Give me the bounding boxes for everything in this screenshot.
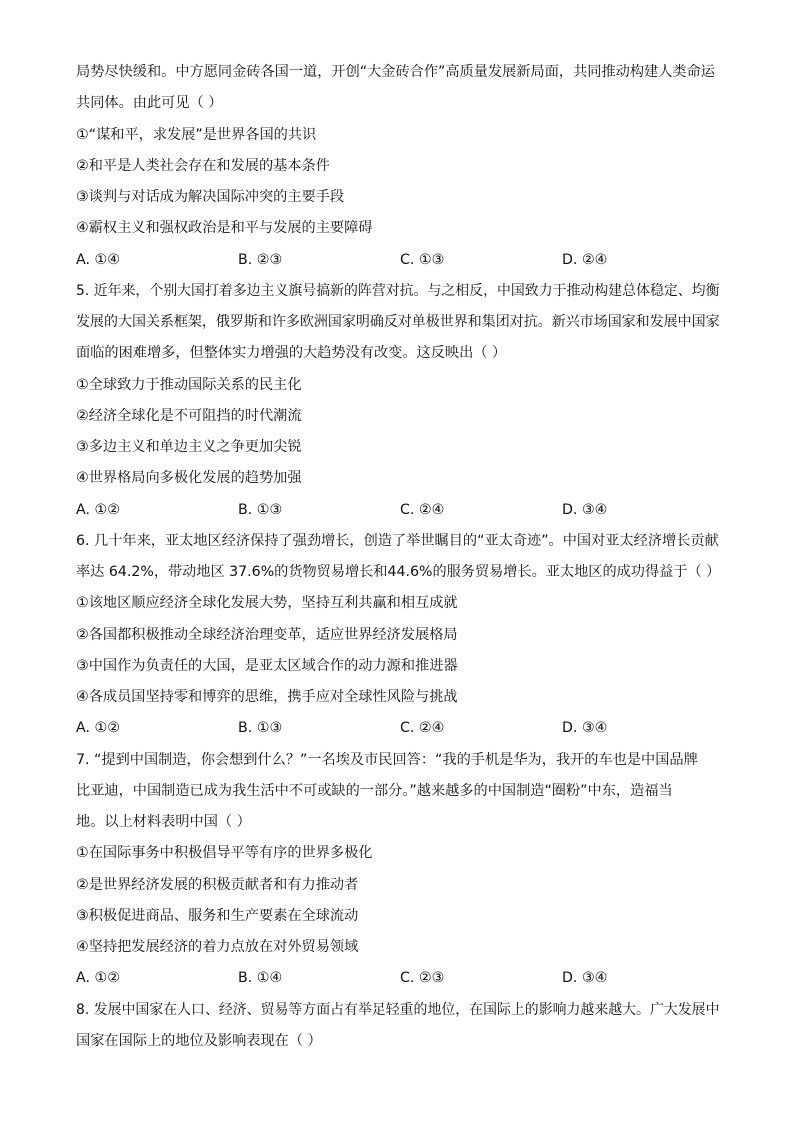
q4-option-c: C. ①③: [400, 252, 445, 268]
q4-stem-line-1: 局势尽快缓和。中方愿同金砖各国一道，开创“大金砖合作”高质量发展新局面，共同推动构建人类命运: [76, 64, 715, 80]
q5-option-c: C. ②④: [400, 502, 445, 518]
q4-options: [76, 251, 736, 269]
q4-option-a: A. ①④: [76, 252, 120, 268]
q7-option-b: B. ①④: [238, 970, 283, 986]
q7-stem-line-1: 7. “提到中国制造，你会想到什么？”一名埃及市民回答：“我的手机是华为，我开的车也是中国品牌: [76, 752, 698, 768]
q5-stem-line-1: 5. 近年来，个别大国打着多边主义旗号搞新的阵营对抗。与之相反，中国致力于推动构建总体稳定、均衡: [76, 283, 720, 299]
q4-option-b: B. ②③: [238, 252, 283, 268]
q6-stem-line-2: 率达 64.2%，带动地区 37.6%的货物贸易增长和44.6%的服务贸易增长。亚太地区的成功得益于（ ）: [76, 564, 721, 580]
q4-item-4: ④霸权主义和强权政治是和平与发展的主要障碍: [76, 220, 373, 236]
q6-item-4: ④各成员国坚持零和博弈的思维，携手应对全球性风险与挑战: [76, 689, 458, 705]
q6-option-c: C. ②④: [400, 720, 445, 736]
q5-item-4: ④世界格局向多极化发展的趋势加强: [76, 470, 302, 486]
q5-item-3: ③多边主义和单边主义之争更加尖锐: [76, 439, 302, 455]
q5-options: [76, 501, 736, 519]
q5-item-2: ②经济全球化是不可阻挡的时代潮流: [76, 408, 302, 424]
q7-item-3: ③积极促进商品、服务和生产要素在全球流动: [76, 908, 359, 924]
q7-option-c: C. ②③: [400, 970, 445, 986]
q7-stem-line-3: 地。以上材料表明中国（ ）: [76, 814, 251, 830]
q7-stem-line-2: 比亚迪，中国制造已成为我生活中不可或缺的一部分。”越来越多的中国制造“圈粉”中东，造福当: [76, 783, 673, 799]
q7-item-1: ①在国际事务中积极倡导平等有序的世界多极化: [76, 845, 373, 861]
q6-option-b: B. ①③: [238, 720, 283, 736]
q5-stem-line-3: 面临的困难增多，但整体实力增强的大趋势没有改变。这反映出（ ）: [76, 345, 507, 361]
q4-item-2: ②和平是人类社会存在和发展的基本条件: [76, 158, 330, 174]
q5-option-a: A. ①②: [76, 502, 120, 518]
q7-option-d: D. ③④: [562, 970, 608, 986]
q4-item-1: ①“谋和平，求发展”是世界各国的共识: [76, 127, 317, 143]
q7-option-a: A. ①②: [76, 970, 120, 986]
q5-option-b: B. ①③: [238, 502, 283, 518]
q5-option-d: D. ③④: [562, 502, 608, 518]
q7-item-4: ④坚持把发展经济的着力点放在对外贸易领域: [76, 939, 359, 955]
q4-stem-line-2: 共同体。由此可见（ ）: [76, 95, 223, 111]
q6-stem-line-1: 6. 几十年来，亚太地区经济保持了强劲增长，创造了举世瞩目的“亚太奇迹”。中国对亚太经济增长贡献: [76, 533, 719, 549]
q7-options: [76, 969, 736, 987]
q4-option-d: D. ②④: [562, 252, 608, 268]
q5-stem-line-2: 发展的大国关系框架，俄罗斯和许多欧洲国家明确反对单极世界和集团对抗。新兴市场国家和发展中国家: [76, 314, 720, 330]
q6-item-1: ①该地区顺应经济全球化发展大势，坚持互利共赢和相互成就: [76, 595, 458, 611]
q8-stem-line-2: 国家在国际上的地位及影响表现在（ ）: [76, 1033, 322, 1049]
q6-option-a: A. ①②: [76, 720, 120, 736]
q6-option-d: D. ③④: [562, 720, 608, 736]
q6-item-3: ③中国作为负责任的大国，是亚太区域合作的动力源和推进器: [76, 658, 458, 674]
q6-item-2: ②各国都积极推动全球经济治理变革，适应世界经济发展格局: [76, 627, 458, 643]
q5-item-1: ①全球致力于推动国际关系的民主化: [76, 377, 302, 393]
q8-stem-line-1: 8. 发展中国家在人口、经济、贸易等方面占有举足轻重的地位，在国际上的影响力越来越大。广大发展中: [76, 1002, 720, 1018]
q6-options: [76, 719, 736, 737]
q7-item-2: ②是世界经济发展的积极贡献者和有力推动者: [76, 877, 359, 893]
q4-item-3: ③谈判与对话成为解决国际冲突的主要手段: [76, 189, 345, 205]
